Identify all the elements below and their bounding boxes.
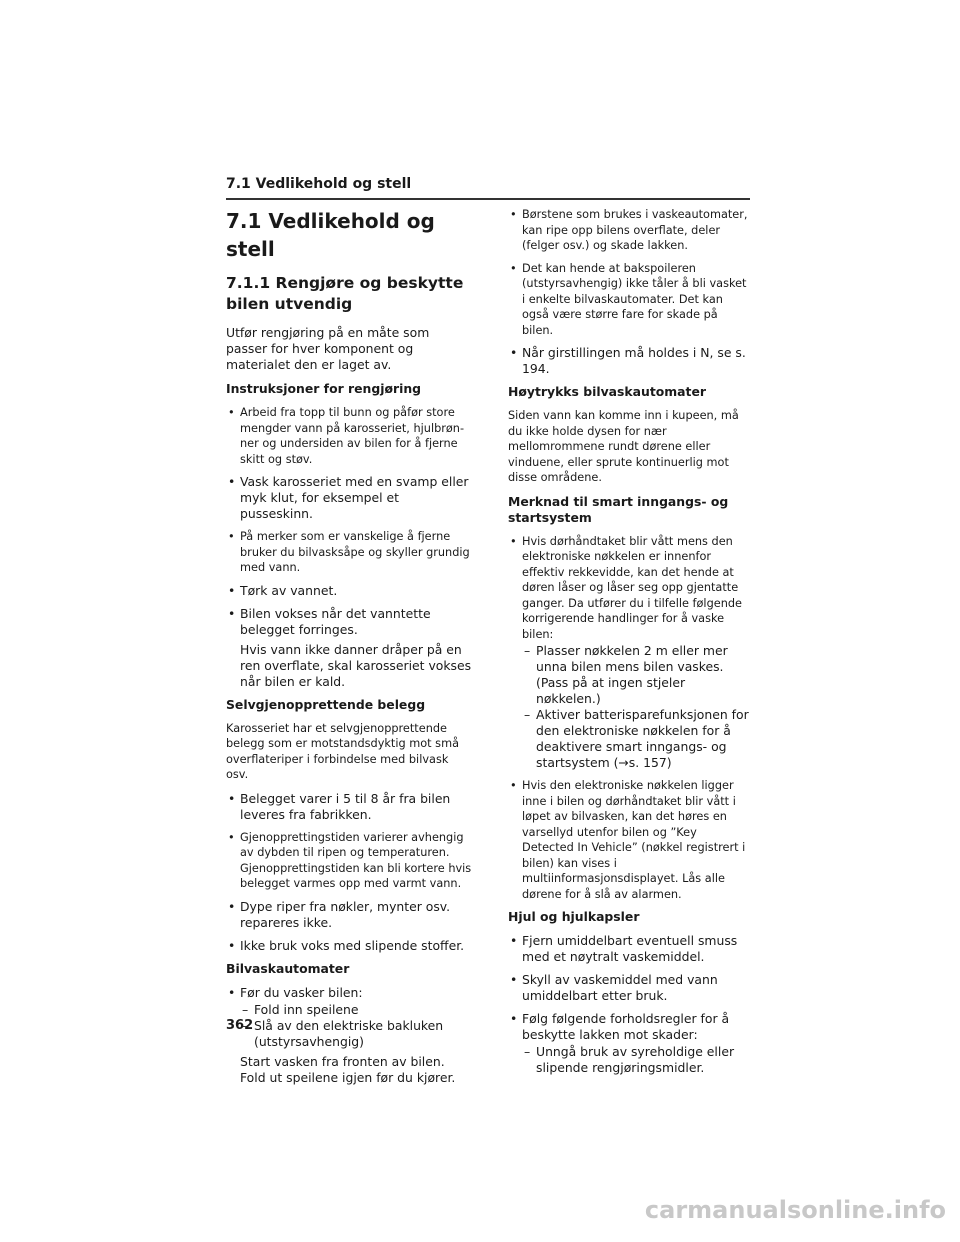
list-item: • Hvis den elektroniske nøkkelen ligger inne i bilen og dørhåndtaket blir vått i løpet av bilvasken, kan det høres en varsellyd utenfor bilen og ”Key Detected In Vehicle” (nøkkel registrert i bilen) kan vises i multiinformasjonsdisplayet. Lås alle dørene for å slå av alarmen. [508, 778, 752, 902]
list-item: • Dype riper fra nøkler, mynter osv. repareres ikke. [226, 899, 472, 931]
car-wash-heading: Bilvaskautomater [226, 960, 350, 976]
running-header: 7.1 Vedlikehold og stell [226, 176, 412, 192]
list-item-continuation: Hvis vann ikke danner dråper på en ren overflate, skal karosseriet vokses når bilen er kald. [240, 641, 472, 689]
list-item [226, 606, 472, 690]
dash-list [240, 1002, 472, 1050]
list-item [226, 985, 472, 1086]
self-healing-coating-heading: Selvgjenopprettende belegg [226, 696, 426, 712]
list-item: • Skyll av vaskemiddel med vann umiddelbart etter bruk. [508, 972, 752, 1004]
list-item: • Gjenopprettingstiden varierer avhengig av dybden til ripen og temperaturen. Gjenopprettingstiden kan bli kortere hvis belegget varmes opp med varmt vann. [226, 830, 472, 892]
cleaning-instructions-list [226, 405, 472, 690]
list-item: • Belegget varer i 5 til 8 år fra bilen leveres fra fabrikken. [226, 791, 472, 823]
dash-item: – Fold inn speilene [240, 1002, 472, 1018]
list-item-text: • Før du vasker bilen: [240, 984, 363, 1000]
list-item: • Børstene som brukes i vaskeautomater, kan ripe opp bilens overflate, deler (felger osv.) og skade lakken. [508, 207, 752, 254]
self-healing-list [226, 791, 472, 954]
dash-list [522, 643, 752, 771]
high-pressure-wash-heading: Høytrykks bilvaskautomater [508, 384, 706, 399]
list-item [508, 534, 752, 772]
section-heading: 7.1 Vedlikehold og stell [226, 209, 435, 261]
cleaning-instructions-heading: Instruksjoner for rengjøring [226, 381, 422, 396]
list-item: • Når girstillingen må holdes i N, se s. 194. [508, 345, 752, 377]
wheels-heading: Hjul og hjulkapsler [508, 909, 640, 924]
dash-item: – Plasser nøkkelen 2 m eller mer unna bilen mens bilen vaskes. (Pass på at ingen stjeler nøkkelen.) [522, 643, 752, 707]
self-healing-intro: Karosseriet har et selvgjenopprettende belegg som er motstandsdyktig mot små overflateriper i forbindelse med bilvask osv. [226, 721, 459, 781]
high-pressure-wash-text: Siden vann kan komme inn i kupeen, må du ikke holde dysen for nær mellomrommene rundt dørene eller vinduene, eller sprute kontinuerlig mot disse områdene. [508, 409, 739, 484]
car-wash-list-continued [508, 207, 752, 377]
left-column [226, 207, 472, 1093]
list-item-text: • Bilen vokses når det vanntette belegget forringes. [240, 605, 431, 637]
wheels-list [508, 933, 752, 1076]
header-divider [226, 198, 750, 200]
list-item: • Arbeid fra topp til bunn og påfør store mengder vann på karosseriet, hjulbrøn-ner og undersiden av bilen for å fjerne skitt og støv. [226, 405, 472, 467]
list-item: • Fjern umiddelbart eventuell smuss med et nøytralt vaskemiddel. [508, 933, 752, 965]
page-number: 362 [226, 1018, 254, 1033]
list-item-text: • Hvis dørhåndtaket blir vått mens den elektroniske nøkkelen er innenfor effektiv rekkevidde, kan det hende at døren låser og låser seg opp gjentatte ganger. Da utfører du i tilfelle følgende korrigerende handlinger for å vaske bilen: [522, 534, 742, 641]
dash-item: – Slå av den elektriske bakluken (utstyrsavhengig) [240, 1018, 472, 1050]
list-item: • Ikke bruk voks med slipende stoffer. [226, 938, 472, 954]
dash-list [522, 1044, 752, 1076]
car-wash-list [226, 985, 472, 1086]
subsection-heading: 7.1.1 Rengjøre og beskytte bilen utvendig [226, 274, 464, 313]
list-item: • Vask karosseriet med en svamp eller myk klut, for eksempel et pusseskinn. [226, 474, 472, 522]
list-item: • Tørk av vannet. [226, 583, 472, 599]
list-item-continuation: Start vasken fra fronten av bilen. Fold ut speilene igjen før du kjører. [240, 1053, 456, 1085]
list-item: • På merker som er vanskelige å fjerne bruker du bilvasksåpe og skyller grundig med vann. [226, 529, 472, 576]
smart-entry-list [508, 534, 752, 903]
dash-item: – Unngå bruk av syreholdige eller slipende rengjøringsmidler. [522, 1044, 752, 1076]
list-item-text: • Følg følgende forholdsregler for å beskytte lakken mot skader: [522, 1011, 730, 1042]
smart-entry-note-heading: Merknad til smart inngangs- og startsystem [508, 493, 729, 525]
list-item: • Det kan hende at bakspoileren (utstyrsavhengig) ikke tåler å bli vasket i enkelte bilvaskautomater. Det kan også være større fare for skade på bilen. [508, 261, 752, 339]
intro-paragraph: Utfør rengjøring på en måte som passer for hver komponent og materialet den er laget av. [226, 325, 430, 372]
watermark: carmanualsonline.info [644, 1196, 946, 1224]
dash-item: – Aktiver batterisparefunksjonen for den elektroniske nøkkelen for å deaktivere smart inngangs- og startsystem (→s. 157) [522, 707, 752, 771]
right-column [508, 207, 752, 1083]
list-item [508, 1011, 752, 1076]
